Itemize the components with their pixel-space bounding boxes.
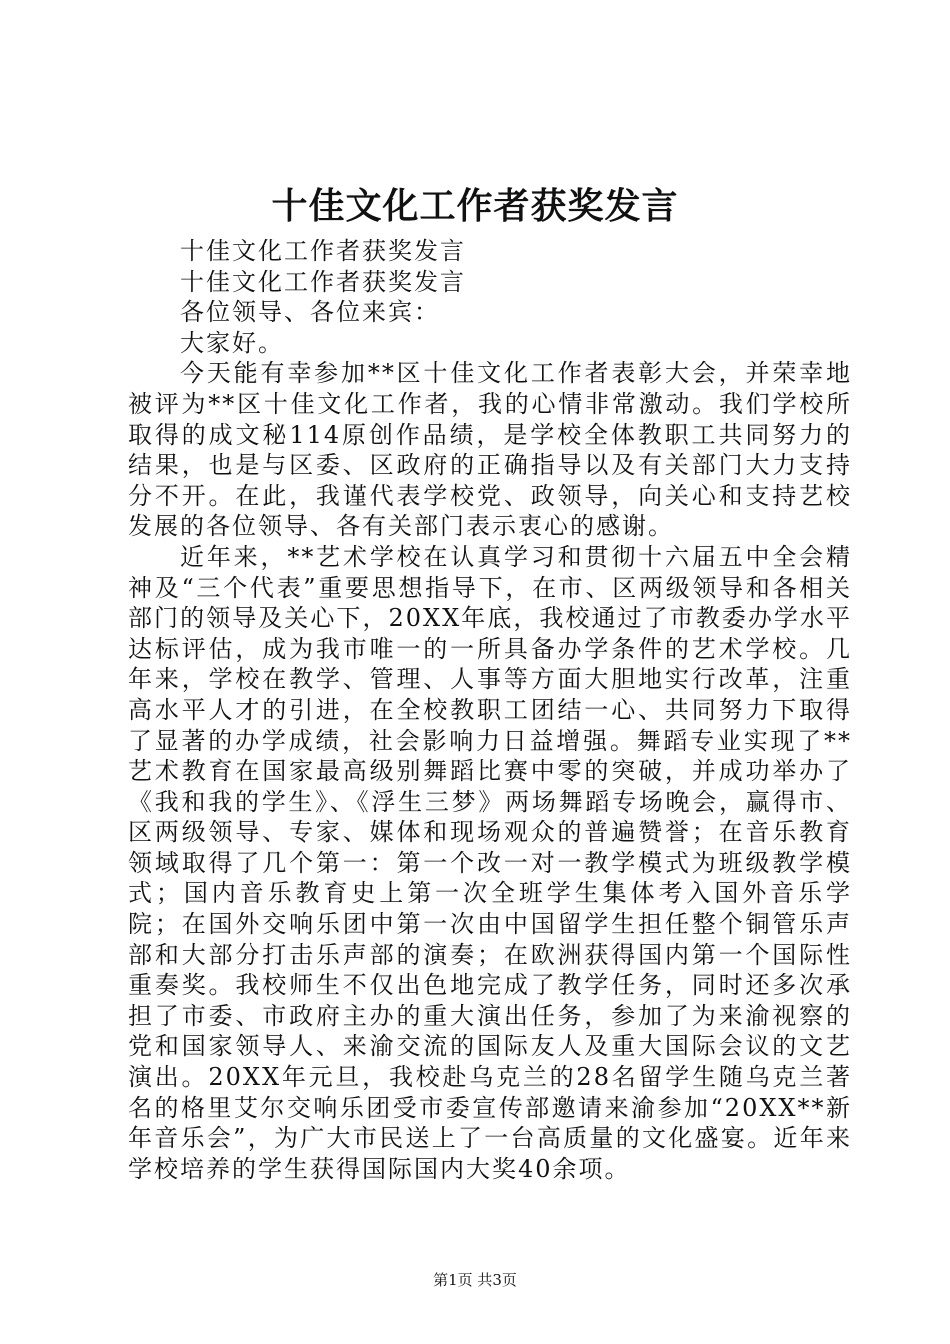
page-indicator: 第1页 共3页 [433,1271,517,1289]
paragraph-salutation: 各位领导、各位来宾： [180,298,440,327]
document-body [128,236,852,1184]
paragraph-heading-repeat-1: 十佳文化工作者获奖发言 [180,237,466,265]
document-title: 十佳文化工作者获奖发言 [271,185,679,227]
paragraph-achievements: 近年来，**艺术学校在认真学习和贯彻十六届五中全会精神及“三个代表”重要思想指导下，在市、区两级领导和各相关部门的领导及关心下，20XX年底，我校通过了市教委办学水平达标评估，成为我市唯一的一所具备办学条件的艺术学校。几年来，学校在教学、管理、人事等方面大胆地实行改革，注重高水平人才的引进，在全校教职工团结一心、共同努力下取得了显著的办学成绩，社会影响力日益增强。舞蹈专业实现了**艺术教育在国家最高级别舞蹈比赛中零的突破，并成功举办了《我和我的学生》、《浮生三梦》两场舞蹈专场晚会，赢得市、区两级领导、专家、媒体和现场观众的普遍赞誉；在音乐教育领域取得了几个第一：第一个改一对一教学模式为班级教学模式；国内音乐教育史上第一次全班学生集体考入国外音乐学院；在国外交响乐团中第一次由中国留学生担任整个铜管乐声部和大部分打击乐声部的演奏；在欧洲获得国内第一个国际性重奏奖。我校师生不仅出色地完成了教学任务，同时还多次承担了市委、市政府主办的重大演出任务，参加了为来渝视察的党和国家领导人、来渝交流的国际友人及重大国际会议的文艺演出。20XX年元旦，我校赴乌克兰的28名留学生随乌克兰著名的格里艾尔交响乐团受市委宣传部邀请来渝参加“20XX**新年音乐会”，为广大市民送上了一台高质量的文化盛宴。近年来学校培养的学生获得国际国内大奖40余项。 [128,542,852,1183]
paragraph-opening: 今天能有幸参加**区十佳文化工作者表彰大会，并荣幸地被评为**区十佳文化工作者，我的心情非常激动。我们学校所取得的成文秘114原创作品绩，是学校全体教职工共同努力的结果，也是与区委、区政府的正确指导以及有关部门大力支持分不开。在此，我谨代表学校党、政领导，向关心和支持艺校发展的各位领导、各有关部门表示衷心的感谢。 [128,359,852,541]
paragraph-greeting: 大家好。 [180,328,284,357]
paragraph-heading-repeat-2: 十佳文化工作者获奖发言 [180,267,466,296]
